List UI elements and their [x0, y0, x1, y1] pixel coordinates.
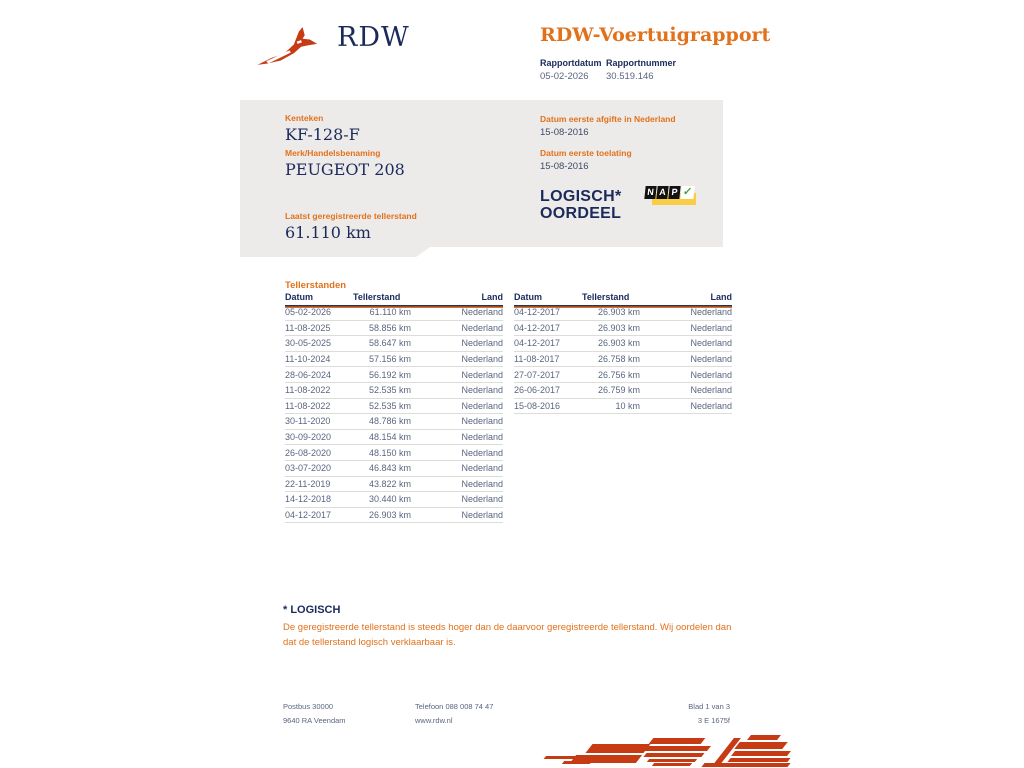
afgifte-label: Datum eerste afgifte in Nederland	[540, 114, 676, 124]
cell-datum: 11-08-2025	[285, 322, 331, 333]
footer-page-info	[560, 700, 730, 728]
table-row	[285, 305, 503, 321]
afgifte-value: 15-08-2016	[540, 127, 589, 138]
header-tellerstand: Tellerstand	[353, 292, 401, 302]
merk-value: PEUGEOT 208	[285, 160, 405, 179]
toelating-label: Datum eerste toelating	[540, 148, 632, 158]
report-date-block	[540, 58, 602, 82]
cell-tellerstand: 48.154 km	[368, 432, 411, 443]
report-date-value: 05-02-2026	[540, 71, 589, 82]
table-row	[285, 508, 503, 524]
cell-tellerstand: 61.110 km	[369, 307, 411, 318]
cell-datum: 30-09-2020	[285, 432, 332, 443]
table-row	[514, 336, 732, 352]
report-date-label: Rapportdatum	[540, 58, 602, 68]
footer-address	[283, 700, 346, 728]
nap-logo-icon	[645, 186, 697, 206]
footer-address-line2: 9640 RA Veendam	[283, 716, 346, 725]
report-title: RDW-Voertuigrapport	[540, 24, 771, 46]
merk-block	[285, 148, 405, 179]
cell-land: Nederland	[690, 338, 732, 349]
table-row	[285, 445, 503, 461]
cell-datum: 04-12-2017	[514, 322, 561, 333]
cell-datum: 27-07-2017	[514, 369, 561, 380]
oordeel-heading	[540, 188, 622, 222]
header-datum: Datum	[285, 292, 314, 302]
cell-land: Nederland	[461, 447, 503, 458]
cell-tellerstand: 43.822 km	[368, 478, 411, 489]
summary-panel-slanted-tab	[240, 247, 430, 257]
cell-land: Nederland	[461, 478, 503, 489]
cell-land: Nederland	[461, 416, 503, 427]
cell-tellerstand: 26.903 km	[597, 322, 640, 333]
cell-land: Nederland	[461, 432, 503, 443]
footnote-text: De geregistreerde tellerstand is steeds hoger dan de daarvoor geregistreerde tellerstand. Wij oordelen dan dat de tellerstand logisch verklaarbaar is.	[283, 622, 732, 648]
cell-land: Nederland	[690, 369, 732, 380]
table-row	[285, 367, 503, 383]
footer-page-number: Blad 1 van 3	[688, 702, 730, 711]
cell-land: Nederland	[461, 354, 503, 365]
nap-letter-p: P	[668, 186, 680, 199]
cell-tellerstand: 52.535 km	[368, 385, 411, 396]
cell-datum: 11-08-2022	[285, 400, 331, 411]
table-row	[285, 430, 503, 446]
tellerstand-label: Laatst geregistreerde tellerstand	[285, 211, 417, 221]
footer-phone: Telefoon 088 008 74 47	[415, 702, 494, 711]
footer-contact	[415, 700, 493, 728]
toelating-value: 15-08-2016	[540, 161, 589, 172]
report-number-label: Rapportnummer	[606, 58, 677, 68]
footer-doc-code: 3 E 1675f	[697, 716, 730, 725]
header-land: Land	[710, 292, 732, 302]
cell-land: Nederland	[690, 307, 732, 318]
cell-datum: 22-11-2019	[285, 478, 331, 489]
footnote-title: * LOGISCH	[283, 604, 341, 616]
table-row	[285, 492, 503, 508]
table-row	[514, 305, 732, 321]
report-number-block	[606, 58, 676, 82]
cell-datum: 05-02-2026	[285, 307, 332, 318]
table-row	[514, 352, 732, 368]
cell-land: Nederland	[461, 322, 503, 333]
odometer-table-left	[285, 292, 503, 523]
table-row	[514, 321, 732, 337]
table-row	[285, 399, 503, 415]
cell-land: Nederland	[690, 322, 732, 333]
tellerstand-value: 61.110 km	[285, 223, 371, 242]
cell-datum: 11-08-2022	[285, 385, 331, 396]
nap-letter-a: A	[656, 186, 668, 199]
cell-tellerstand: 26.759 km	[597, 385, 640, 396]
toelating-block	[540, 148, 632, 172]
tellerstanden-title: Tellerstanden	[285, 280, 347, 291]
header-tellerstand: Tellerstand	[582, 292, 630, 302]
table-row	[285, 477, 503, 493]
table-header-row	[514, 292, 732, 305]
cell-tellerstand: 26.903 km	[597, 307, 640, 318]
table-row	[285, 352, 503, 368]
cell-tellerstand: 10 km	[615, 400, 640, 411]
cell-datum: 26-06-2017	[514, 385, 561, 396]
kenteken-label: Kenteken	[285, 113, 324, 123]
header-land: Land	[481, 292, 503, 302]
cell-land: Nederland	[461, 338, 503, 349]
cell-tellerstand: 48.150 km	[368, 447, 411, 458]
table-row	[285, 414, 503, 430]
table-row	[514, 383, 732, 399]
table-row	[285, 321, 503, 337]
cell-datum: 28-06-2024	[285, 369, 332, 380]
nap-letter-n: N	[644, 186, 656, 199]
cell-datum: 11-10-2024	[285, 354, 331, 365]
merk-label: Merk/Handelsbenaming	[285, 148, 381, 158]
cell-tellerstand: 46.843 km	[368, 463, 411, 474]
footer-address-line1: Postbus 30000	[283, 702, 334, 711]
cell-tellerstand: 30.440 km	[368, 494, 411, 505]
table-row	[285, 336, 503, 352]
cell-datum: 04-12-2017	[514, 338, 561, 349]
cell-tellerstand: 56.192 km	[368, 369, 411, 380]
oordeel-line2: OORDEEL	[540, 205, 622, 222]
header-datum: Datum	[514, 292, 543, 302]
cell-land: Nederland	[461, 400, 503, 411]
cell-land: Nederland	[690, 385, 732, 396]
oordeel-line1: LOGISCH*	[540, 188, 622, 205]
cell-datum: 15-08-2016	[514, 400, 561, 411]
nap-check-icon: ✓	[682, 186, 693, 198]
cell-tellerstand: 58.856 km	[368, 322, 411, 333]
cell-tellerstand: 58.647 km	[368, 338, 411, 349]
table-row	[514, 367, 732, 383]
cell-land: Nederland	[461, 463, 503, 474]
cell-tellerstand: 26.903 km	[368, 510, 411, 521]
cell-tellerstand: 26.903 km	[597, 338, 640, 349]
cell-tellerstand: 26.756 km	[597, 369, 640, 380]
cell-land: Nederland	[690, 354, 732, 365]
cell-datum: 26-08-2020	[285, 447, 332, 458]
cell-land: Nederland	[461, 369, 503, 380]
kenteken-value: KF-128-F	[285, 125, 360, 144]
afgifte-block	[540, 114, 676, 138]
rdw-falcon-logo-icon	[256, 18, 336, 74]
cell-tellerstand: 26.758 km	[597, 354, 640, 365]
table-row	[285, 383, 503, 399]
rdw-wordmark: RDW	[337, 22, 410, 53]
cell-tellerstand: 48.786 km	[368, 416, 411, 427]
cell-datum: 04-12-2017	[285, 510, 332, 521]
cell-tellerstand: 57.156 km	[368, 354, 411, 365]
report-number-value: 30.519.146	[606, 71, 654, 82]
table-header-row	[285, 292, 503, 305]
odometer-table-right	[514, 292, 732, 414]
cell-land: Nederland	[461, 510, 503, 521]
table-row	[285, 461, 503, 477]
cell-datum: 04-12-2017	[514, 307, 561, 318]
cell-land: Nederland	[461, 494, 503, 505]
footer-website[interactable]: www.rdw.nl	[415, 716, 453, 725]
cell-datum: 14-12-2018	[285, 494, 332, 505]
kenteken-block	[285, 113, 360, 144]
cell-tellerstand: 52.535 km	[368, 400, 411, 411]
cell-datum: 30-05-2025	[285, 338, 332, 349]
cell-land: Nederland	[690, 400, 732, 411]
table-row	[514, 399, 732, 415]
tellerstand-block	[285, 211, 417, 242]
cell-land: Nederland	[461, 385, 503, 396]
cell-datum: 11-08-2017	[514, 354, 560, 365]
flag-stripes-graphic	[543, 735, 793, 768]
cell-datum: 03-07-2020	[285, 463, 332, 474]
cell-land: Nederland	[461, 307, 503, 318]
cell-datum: 30-11-2020	[285, 416, 331, 427]
